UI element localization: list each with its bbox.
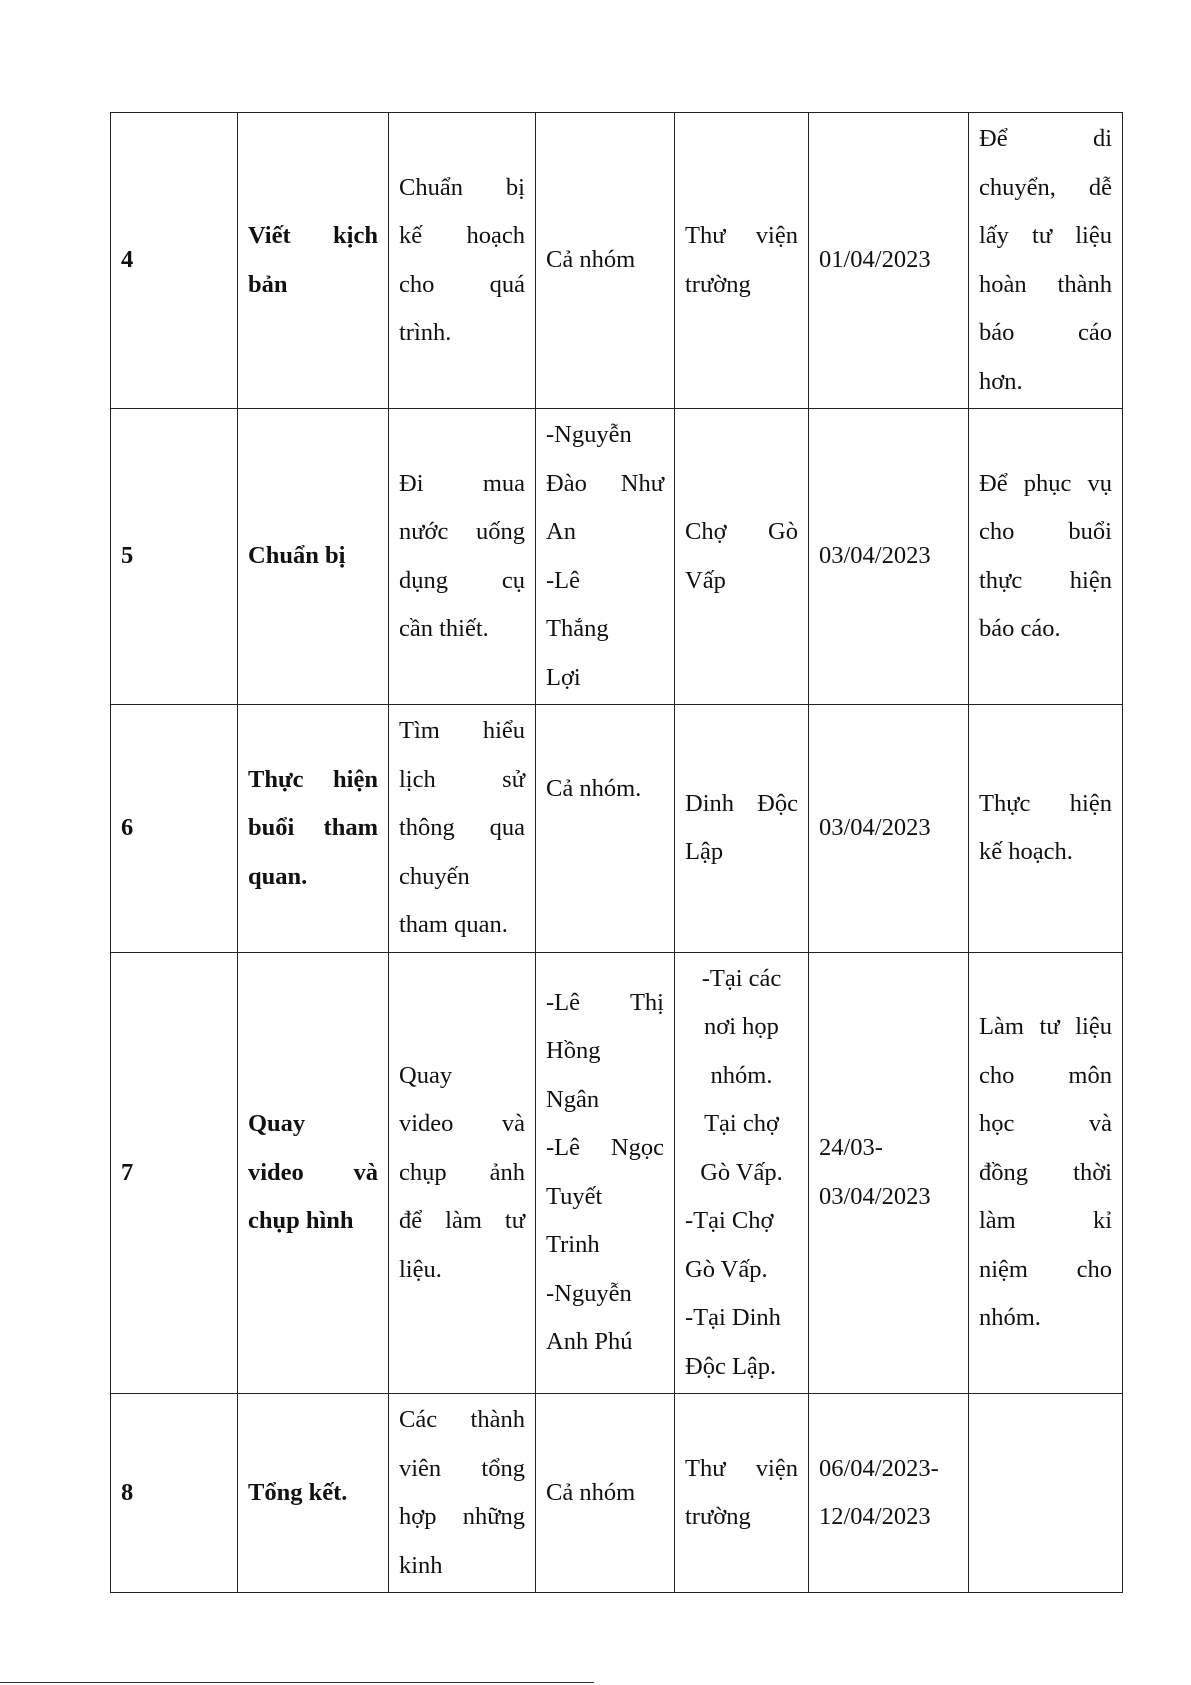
task-title-cell: Viết kịch bản [238,113,389,409]
date-cell: 06/04/2023- 12/04/2023 [809,1394,969,1593]
row-number: 4 [111,113,238,409]
place-cell: Dinh Độc Lập [675,705,809,953]
row-number: 8 [111,1394,238,1593]
people-cell: Cả nhóm [536,113,675,409]
date-cell: 24/03- 03/04/2023 [809,952,969,1394]
task-title-cell: Quay video và chụp hình [238,952,389,1394]
activity-plan-table [110,112,1123,1593]
people-cell: Cả nhóm [536,1394,675,1593]
activity-cell: Các thành viên tổng hợp những kinh [389,1394,536,1593]
activity-cell: Chuẩn bị kế hoạch cho quá trình. [389,113,536,409]
task-title-cell: Thực hiện buổi tham quan. [238,705,389,953]
table-row [111,705,1123,953]
task-title-cell: Tổng kết. [238,1394,389,1593]
place-cell: -Tại các nơi họp nhóm. Tại chợ Gò Vấp. -Tại Chợ Gò Vấp. -Tại Dinh Độc Lập. [675,952,809,1394]
date-cell: 01/04/2023 [809,113,969,409]
task-title-cell: Chuẩn bị [238,409,389,705]
place-cell: Chợ Gò Vấp [675,409,809,705]
people-cell: -Lê Thị Hồng Ngân -Lê Ngọc Tuyết Trinh -Nguyễn Anh Phú [536,952,675,1394]
activity-cell: Quay video và chụp ảnh để làm tư liệu. [389,952,536,1394]
table-row [111,113,1123,409]
place-cell: Thư viện trường [675,1394,809,1593]
table-row [111,1394,1123,1593]
date-cell: 03/04/2023 [809,409,969,705]
purpose-cell: Làm tư liệu cho môn học và đồng thời làm kỉ niệm cho nhóm. [969,952,1123,1394]
footnote-separator [0,1682,594,1683]
row-number: 7 [111,952,238,1394]
place-cell: Thư viện trường [675,113,809,409]
row-number: 6 [111,705,238,953]
purpose-cell: Để di chuyển, dễ lấy tư liệu hoàn thành báo cáo hơn. [969,113,1123,409]
purpose-cell: Để phục vụ cho buổi thực hiện báo cáo. [969,409,1123,705]
date-cell: 03/04/2023 [809,705,969,953]
people-cell: -Nguyễn Đào Như An -Lê Thắng Lợi [536,409,675,705]
row-number: 5 [111,409,238,705]
purpose-cell: Thực hiện kế hoạch. [969,705,1123,953]
purpose-cell [969,1394,1123,1593]
people-cell: Cả nhóm. [536,705,675,953]
activity-cell: Tìm hiểu lịch sử thông qua chuyến tham quan. [389,705,536,953]
table-row [111,952,1123,1394]
table-row [111,409,1123,705]
activity-cell: Đi mua nước uống dụng cụ cần thiết. [389,409,536,705]
